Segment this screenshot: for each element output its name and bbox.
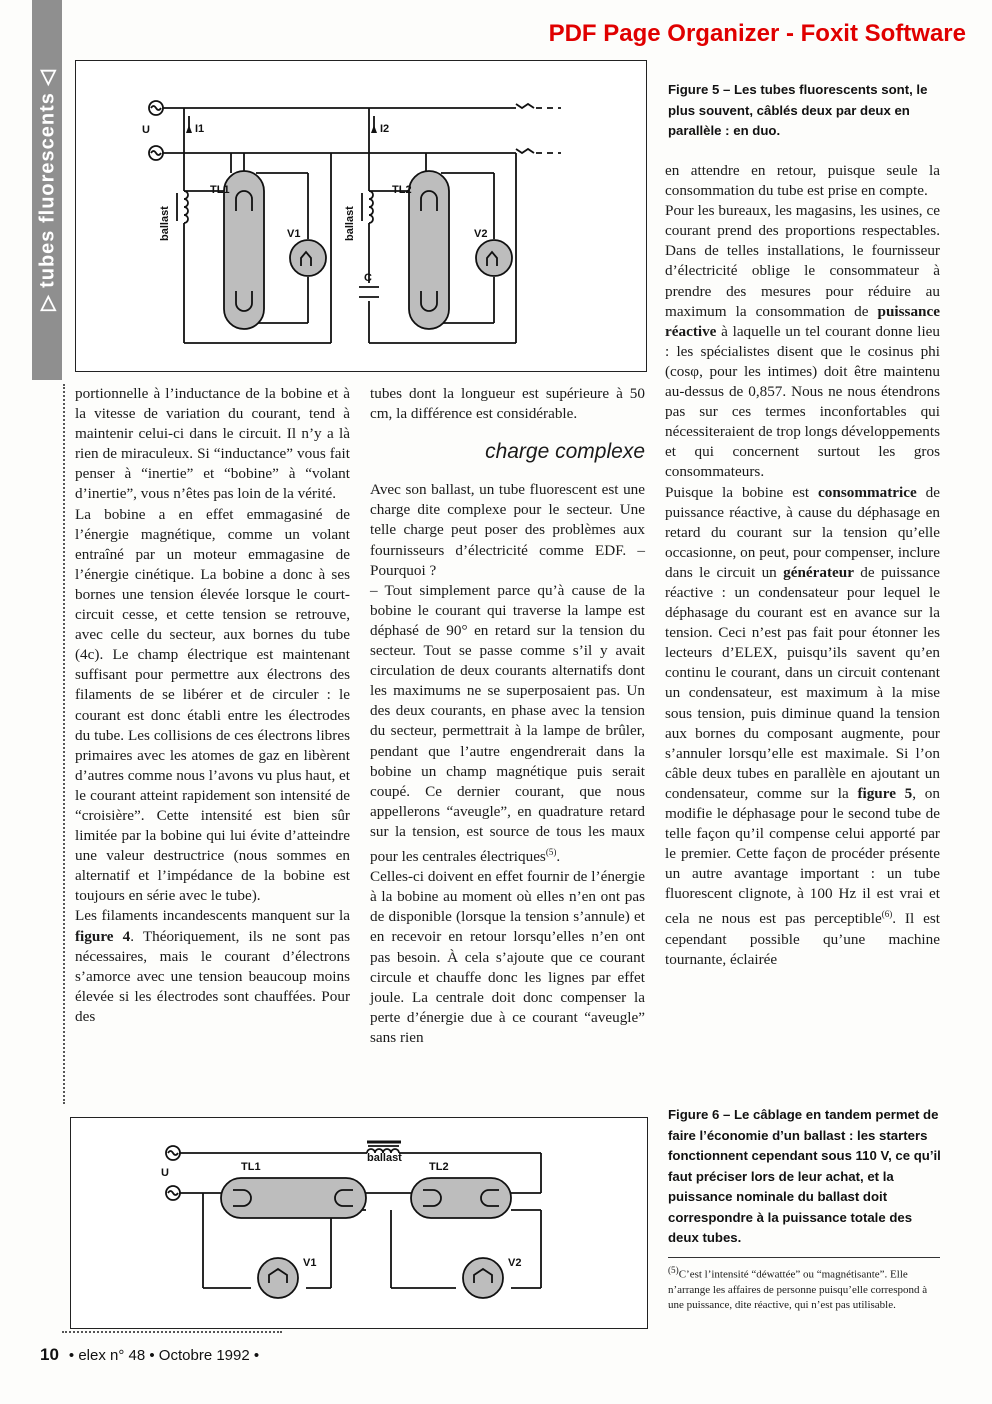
fig5-label-i1: I1 (195, 123, 205, 135)
side-tab-label: ▷ tubes fluorescents ◁ (36, 69, 59, 311)
page-footer (40, 1345, 259, 1365)
col1-p3-text-a: Les filaments incandescents manquent sur la (75, 907, 350, 925)
footnote-text: C’est l’intensité “déwattée” ou “magnétisante”. Elle n’arrange les affaires de personne puisqu’elle correspond à une puissance, dite réactive, qui n’est pas utilisable. (668, 1268, 928, 1311)
fig5-label-v2: V2 (474, 228, 488, 240)
fig5-label-i2: I2 (380, 123, 390, 135)
col2-paragraph-4: Celles-ci doivent en effet fournir de l’énergie à la bobine au moment où elles n’en ont pas de disponible (lorsque la tension s’annule) et en recevoir en retour lorsqu’elles n’en ont pas besoin. À cela s’ajoute que ce courant circule et chauffe donc les lignes par effet joule. La centrale doit donc compenser la perte d’énergie due à ce courant “aveugle” sans rien (370, 868, 645, 1046)
figure-5-caption: Figure 5 – Les tubes fluorescents sont, le plus souvent, câblés deux par deux en parallèle : en duo. (668, 82, 928, 138)
col3-p3-text-c: de puissance réactive : un condensateur pour lequel le déphasage du courant est en avance sur la tension. Ceci n’est pas fait pour étonner les lecteurs d’ELEX, puisqu’ils savent qu’en continu le courant, dans un circuit contenant un condensateur, est maximum à la mise sous tension, puis diminue quand la tension aux bornes du composant augmente, pour s’annuler lorsqu’elle est maximale. Si l’on câble deux tubes en parallèle en ajoutant un condensateur, comme sur la (665, 563, 940, 802)
footnote-marker: (5) (668, 1265, 679, 1275)
fig5-label-c: C (364, 272, 372, 284)
page-number: 10 (40, 1345, 59, 1364)
footer-rule (62, 1331, 282, 1333)
footnote-divider (668, 1257, 940, 1258)
section-heading: charge complexe (485, 440, 645, 464)
fig6-label-ballast: ballast (367, 1152, 402, 1164)
col3-paragraph-3 (665, 483, 940, 970)
watermark-text: PDF Page Organizer - Foxit Software (548, 20, 966, 47)
fig6-label-v1: V1 (303, 1257, 317, 1269)
figure-6-caption: Figure 6 – Le câblage en tandem permet de faire l’économie d’un ballast : les starters fonctionnent cependant sous 110 V, ce qu’il faut préciser lors de leur achat, et la puissance nominale du ballast doit correspondre à la puissance totale des deux tubes. (668, 1107, 941, 1245)
col3-paragraph-2 (665, 201, 940, 482)
col1-p3-text-b: . Théoriquement, ils ne sont pas nécessaires, mais le courant d’électrons s’amorce avec une tension beaucoup moins élevée si les électrodes sont chauffées. Pour des (75, 927, 350, 1025)
fig6-label-tl1: TL1 (241, 1161, 261, 1173)
column-rule (63, 384, 65, 1104)
term-consommatrice: consommatrice (818, 483, 917, 501)
col2-paragraph-3 (370, 581, 645, 867)
col3-paragraph-1: en attendre en retour, puisque seule la consommation du tube est prise en compte. (665, 162, 940, 200)
col2-paragraph-1: tubes dont la longueur est supérieure à 50 cm, la différence est considérable. (370, 385, 645, 423)
article-column-3 (665, 161, 940, 970)
footnote-ref-6: (6) (881, 909, 893, 920)
col3-p3-text-e: . Il est cependant possible qu’une machine tournante, éclairée (665, 910, 941, 968)
col3-p3-text-a: Puisque la bobine est (665, 483, 819, 501)
figure-4-reference: figure 4 (75, 927, 131, 945)
col1-paragraph-3 (75, 906, 350, 1027)
col3-p2-text-b: à laquelle un tel courant donne lieu : les spécialistes disent que le cosinus phi (cosφ, pour les intimes) doit être maintenu au-dessus de 0,857. Nous ne nous étendrons pas sur ces termes inconfortables qui nécessiteraient de trop longs développements et qui concernent surtout les gros consommateurs. (665, 322, 940, 481)
col3-p3-text-d: , on modifie le déphasage pour le second tube de telle façon qu’il compense celui apporté par le premier. Cette façon de procéder présente un autre avantage important : un tube fluorescent clignote, à 100 Hz il est vrai et cela ne nous est pas perceptible (665, 784, 940, 928)
fig5-label-ballast-2: ballast (344, 206, 356, 241)
fig5-label-tl2: TL2 (392, 184, 412, 196)
footnote-5 (668, 1263, 943, 1313)
section-side-tab (32, 0, 62, 380)
fig6-label-tl2: TL2 (429, 1161, 449, 1173)
fig5-label-ballast-1: ballast (159, 206, 171, 241)
footnote-ref-5: (5) (545, 846, 557, 857)
col1-paragraph-1: portionnelle à l’inductance de la bobine et à la vitesse de variation du courant, tend à maintenir celui-ci dans le circuit. Il n’y a là rien de miraculeux. Si “inductance” vous fait penser à “inertie” et “bobine” à “volant d’inertie”, vous n’êtes pas loin de la vérité. (75, 385, 350, 503)
term-generateur: générateur (783, 563, 854, 581)
fig5-label-v1: V1 (287, 228, 301, 240)
article-column-2 (370, 384, 645, 1048)
figure-5-diagram (75, 60, 647, 372)
issue-info: • elex n° 48 • Octobre 1992 • (68, 1347, 260, 1364)
col2-p3-text-a: – Tout simplement parce qu’à cause de la bobine le courant qui traverse la lampe est déphasé de 90° en retard sur la tension du secteur. Tout se passe comme s’il y avait circulation de deux courants alternatifs dont les maximums ne se superposaient pas. Un des deux courants, en phase avec la tension du secteur, permettrait à la lampe de brûler, pendant que l’autre engendrerait dans la bobine un champ magnétique puis serait coupé. Ce dernier courant, que nous appellerons “aveugle”, en quadrature retard sur la tension, est source de tous les maux pour les centrales électriques (370, 581, 645, 866)
figure-6-diagram (70, 1117, 648, 1329)
fig6-label-v2: V2 (508, 1257, 522, 1269)
term-puissance-reactive: puissance réactive (665, 302, 940, 340)
fig6-label-u: U (161, 1167, 169, 1179)
fig5-label-tl1: TL1 (210, 184, 230, 196)
fig5-label-u: U (142, 124, 150, 136)
col3-p3-text-b: de puissance réactive, à cause du déphasage en retard du courant sur la tension qu’elle occasionne, on peut, pour compenser, inclure dans le circuit un (665, 483, 940, 581)
col1-paragraph-2: La bobine a en effet emmagasiné de l’énergie magnétique, comme un volant entraîné par un moteur emmagasine de l’énergie cinétique. La bobine a donc à ses bornes une tension élevée lorsque le court-circuit cesse, et cette tension se retrouve, avec celle du secteur, aux bornes du tube (4c). Le champ électrique est maintenant suffisant pour permettre aux électrons des filaments de se libérer et de circuler : le courant est donc établi entre les électrodes du tube. Les collisions de ces électrons libres primaires avec les atomes de gaz en libèrent d’autres comme nous l’avons vu plus haut, et le courant atteint rapidement son intensité de “croisière”. Cette intensité est bien sûr limitée par la bobine qui lui évite d’atteindre une valeur destructrice (nous sommes en alternatif et l’impédance de la bobine est toujours en série avec le tube). (75, 505, 351, 905)
figure-5-reference: figure 5 (857, 784, 913, 802)
article-column-1 (75, 384, 350, 1027)
col2-p3-text-b: . (556, 848, 561, 866)
col3-p2-text-a: Pour les bureaux, les magasins, les usines, ce courant prend des proportions respectables. Dans de telles installations, le fournisseur d’électricité oblige le consommateur à prendre des mesures pour réduire au maximum la consommation de (665, 202, 940, 320)
col2-paragraph-2: Avec son ballast, un tube fluorescent est une charge dite complexe pour le secteur. Une telle charge peut poser des problèmes aux fournisseurs d’électricité comme EDF. – Pourquoi ? (370, 481, 645, 579)
